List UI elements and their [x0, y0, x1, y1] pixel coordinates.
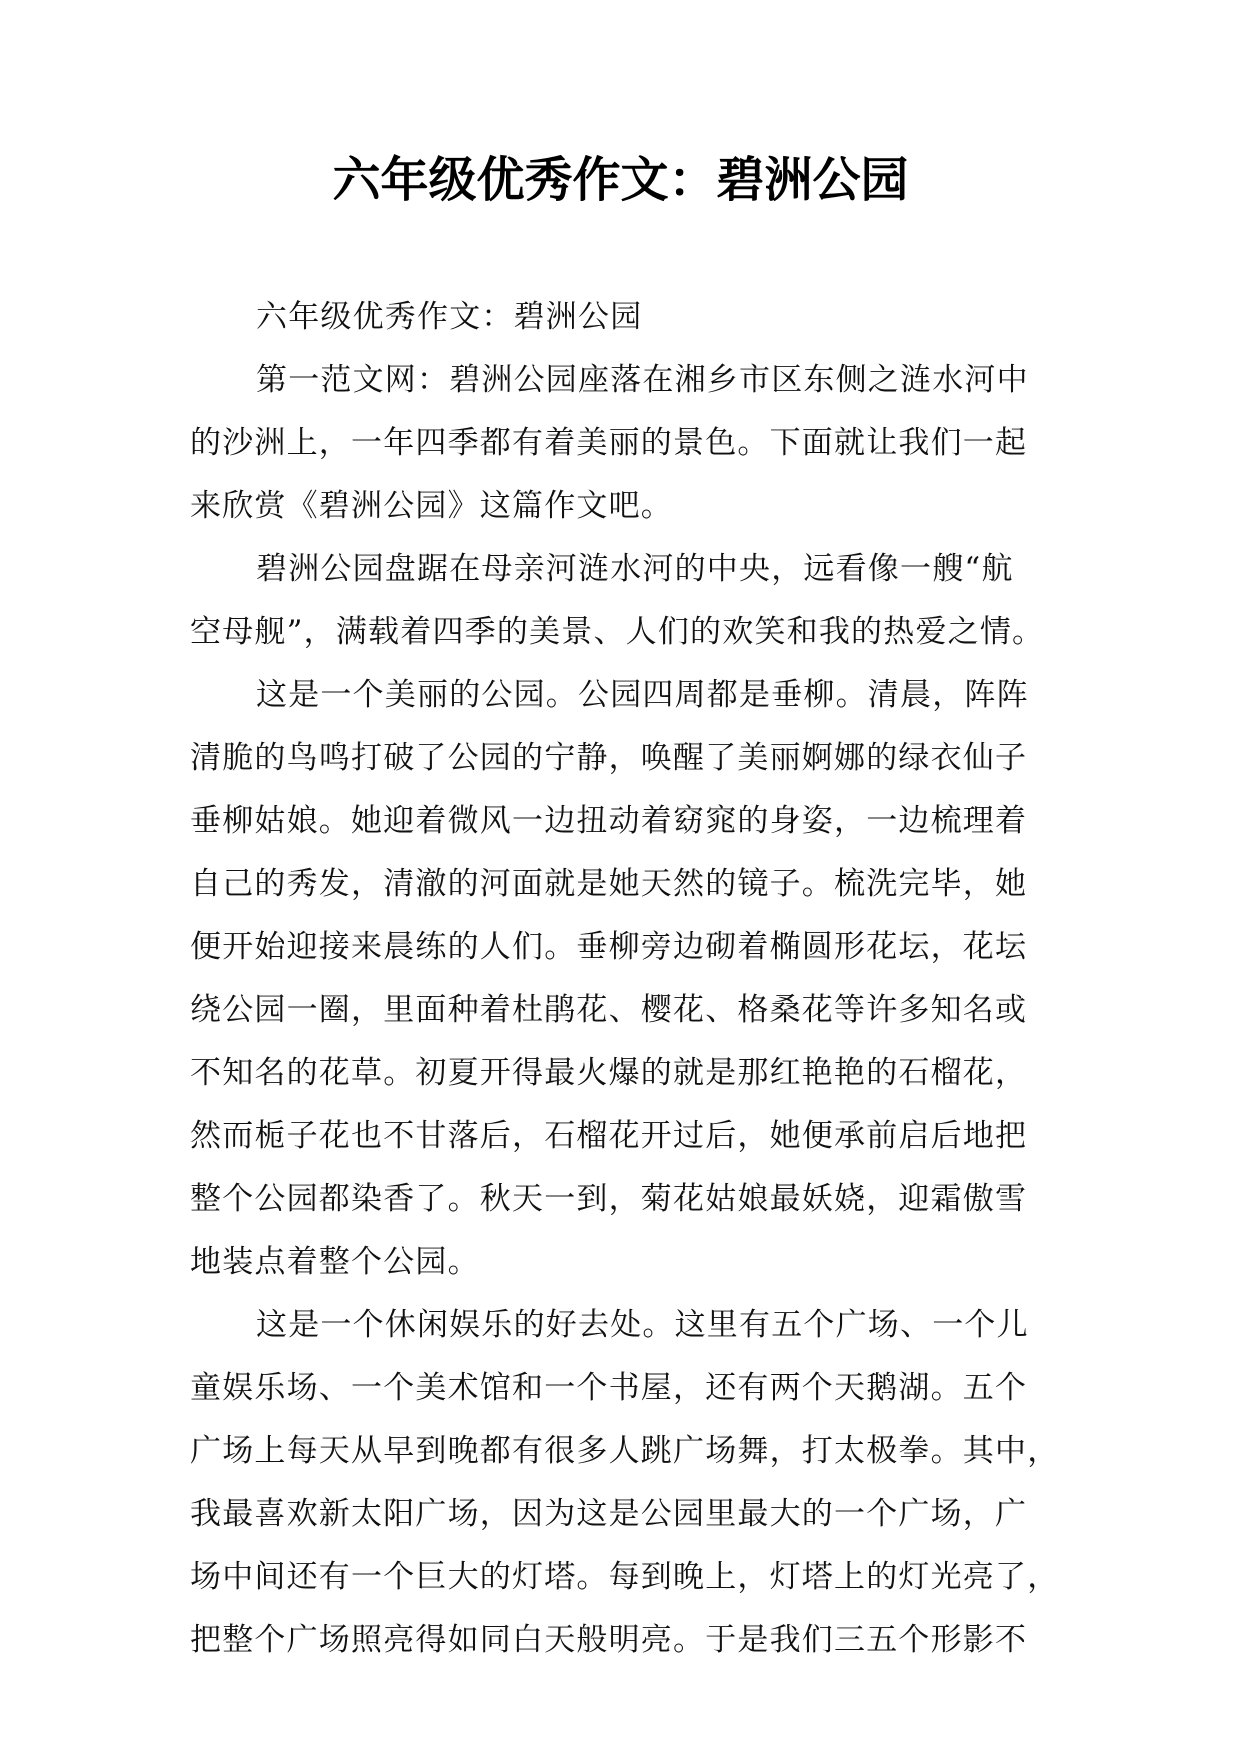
- body-line: 童娱乐场、一个美术馆和一个书屋，还有两个天鹅湖。五个: [190, 1370, 1028, 1406]
- body-line: 绕公园一圈，里面种着杜鹃花、樱花、格桑花等许多知名或: [190, 992, 1028, 1028]
- body-line: 地装点着整个公园。: [190, 1244, 480, 1280]
- body-line: 空母舰”，满载着四季的美景、人们的欢笑和我的热爱之情。: [190, 614, 1045, 650]
- body-line: 场中间还有一个巨大的灯塔。每到晚上，灯塔上的灯光亮了，: [190, 1559, 1060, 1595]
- body-line: 整个公园都染香了。秋天一到，菊花姑娘最妖娆，迎霜傲雪: [190, 1181, 1028, 1217]
- document-title: 六年级优秀作文：碧洲公园: [332, 152, 909, 208]
- body-line: 第一范文网：碧洲公园座落在湘乡市区东侧之涟水河中: [256, 362, 1029, 398]
- body-line: 我最喜欢新太阳广场，因为这是公园里最大的一个广场，广: [190, 1496, 1028, 1532]
- body-line: 这是一个美丽的公园。公园四周都是垂柳。清晨，阵阵: [256, 677, 1029, 713]
- body-line: 碧洲公园盘踞在母亲河涟水河的中央，远看像一艘“航: [256, 551, 1014, 587]
- body-line: 清脆的鸟鸣打破了公园的宁静，唤醒了美丽婀娜的绿衣仙子: [190, 740, 1028, 776]
- document-body: [190, 286, 1058, 1672]
- body-line: 垂柳姑娘。她迎着微风一边扭动着窈窕的身姿，一边梳理着: [190, 803, 1028, 839]
- body-line: 然而栀子花也不甘落后，石榴花开过后，她便承前启后地把: [190, 1118, 1028, 1154]
- body-line: 自己的秀发，清澈的河面就是她天然的镜子。梳洗完毕，她: [190, 866, 1028, 902]
- body-line: 这是一个休闲娱乐的好去处。这里有五个广场、一个儿: [256, 1307, 1029, 1343]
- body-line: 广场上每天从早到晚都有很多人跳广场舞，打太极拳。其中，: [190, 1433, 1060, 1469]
- body-line: 把整个广场照亮得如同白天般明亮。于是我们三五个形影不: [190, 1622, 1028, 1658]
- body-line: 不知名的花草。初夏开得最火爆的就是那红艳艳的石榴花，: [190, 1055, 1028, 1091]
- body-line: 便开始迎接来晨练的人们。垂柳旁边砌着椭圆形花坛，花坛: [190, 929, 1028, 965]
- body-line: 来欣赏《碧洲公园》这篇作文吧。: [190, 488, 673, 524]
- body-line: 六年级优秀作文：碧洲公园: [256, 299, 643, 335]
- body-line: 的沙洲上，一年四季都有着美丽的景色。下面就让我们一起: [190, 425, 1028, 461]
